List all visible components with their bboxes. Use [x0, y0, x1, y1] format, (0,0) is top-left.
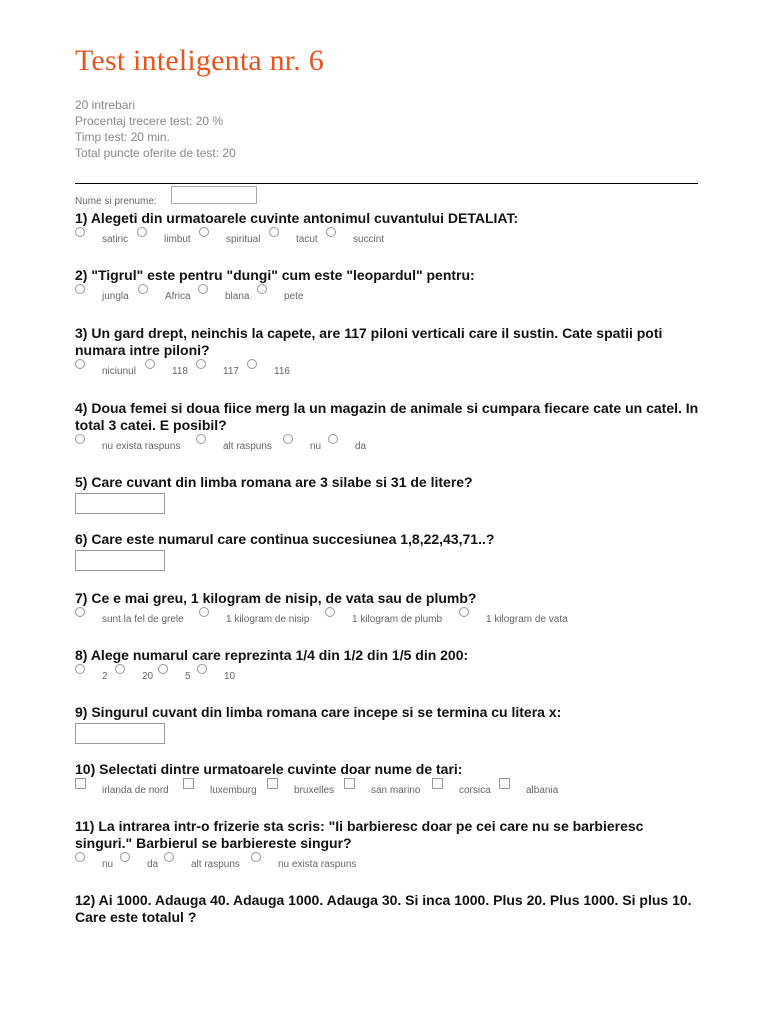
info-time: Timp test: 20 min. [75, 130, 170, 144]
option-label: luxemburg [210, 785, 257, 796]
option-group [75, 284, 700, 304]
checkbox[interactable] [267, 778, 278, 789]
radio-button[interactable] [197, 664, 207, 674]
name-label: Nume si prenume: [75, 196, 157, 207]
option-label: niciunul [102, 366, 136, 377]
radio-button[interactable] [75, 434, 85, 444]
option-label: da [147, 859, 159, 870]
question-12 [75, 892, 700, 926]
option-label: 20 [142, 671, 154, 682]
option-label: alt raspuns [191, 859, 240, 870]
question-1 [75, 210, 700, 247]
radio-button[interactable] [328, 434, 338, 444]
checkbox[interactable] [499, 778, 510, 789]
radio-button[interactable] [459, 607, 469, 617]
question-text: 10) Selectati dintre urmatoarele cuvinte doar nume de tari: [75, 761, 463, 777]
option-label: 116 [274, 366, 290, 377]
page-title: Test inteligenta nr. 6 [75, 44, 324, 77]
question-text: 11) La intrarea intr-o frizerie sta scris: "Ii barbieresc doar pe cei care nu se barbieresc singuri." Barbierul se barbiereste singur? [75, 818, 644, 851]
option-label: 117 [223, 366, 239, 377]
test-info [75, 97, 236, 161]
radio-button[interactable] [75, 284, 85, 294]
radio-button[interactable] [75, 359, 85, 369]
option-group [75, 227, 700, 247]
option-label: tacut [296, 234, 318, 245]
question-text: 1) Alegeti din urmatoarele cuvinte antonimul cuvantului DETALIAT: [75, 210, 519, 226]
question-text: 6) Care este numarul care continua succesiunea 1,8,22,43,71..? [75, 531, 495, 547]
option-label: 2 [102, 671, 108, 682]
question-text: 8) Alege numarul care reprezinta 1/4 din 1/2 din 1/5 din 200: [75, 647, 469, 663]
option-label: sunt la fel de grele [102, 614, 184, 625]
radio-button[interactable] [164, 852, 174, 862]
radio-button[interactable] [198, 284, 208, 294]
question-6 [75, 531, 700, 571]
checkbox[interactable] [183, 778, 194, 789]
question-8 [75, 647, 700, 684]
option-label: satiric [102, 234, 129, 245]
question-4 [75, 400, 700, 454]
question-9 [75, 704, 700, 744]
question-5 [75, 474, 700, 514]
radio-button[interactable] [75, 852, 85, 862]
radio-button[interactable] [120, 852, 130, 862]
radio-button[interactable] [326, 227, 336, 237]
radio-button[interactable] [283, 434, 293, 444]
option-label: jungla [102, 291, 129, 302]
checkbox[interactable] [75, 778, 86, 789]
option-label: pete [284, 291, 304, 302]
radio-button[interactable] [115, 664, 125, 674]
question-text: 3) Un gard drept, neinchis la capete, are 117 piloni verticali care il sustin. Cate spatii poti numara intre piloni? [75, 325, 663, 358]
question-text: 12) Ai 1000. Adauga 40. Adauga 1000. Adauga 30. Si inca 1000. Plus 20. Plus 1000. Si plus 10. Care este totalul ? [75, 892, 692, 925]
option-group [75, 852, 700, 872]
radio-button[interactable] [251, 852, 261, 862]
name-input[interactable] [171, 186, 257, 204]
question-2 [75, 267, 700, 304]
option-label: 5 [185, 671, 191, 682]
option-group [75, 359, 700, 379]
radio-button[interactable] [257, 284, 267, 294]
question-10 [75, 761, 700, 798]
info-total-points: Total puncte oferite de test: 20 [75, 146, 236, 160]
radio-button[interactable] [325, 607, 335, 617]
divider [75, 183, 698, 184]
option-label: nu exista raspuns [278, 859, 357, 870]
answer-input[interactable] [75, 550, 165, 571]
option-label: limbut [164, 234, 191, 245]
option-label: succint [353, 234, 385, 245]
radio-button[interactable] [158, 664, 168, 674]
option-label: corsica [459, 785, 491, 796]
option-label: spiritual [226, 234, 261, 245]
info-pass-percentage: Procentaj trecere test: 20 % [75, 114, 224, 128]
option-label: 1 kilogram de vata [486, 614, 568, 625]
radio-button[interactable] [145, 359, 155, 369]
option-label: irlanda de nord [102, 785, 169, 796]
option-label: nu [310, 441, 322, 452]
info-question-count: 20 intrebari [75, 98, 136, 112]
option-label: nu [102, 859, 114, 870]
option-label: 1 kilogram de nisip [226, 614, 310, 625]
option-group [75, 664, 700, 684]
radio-button[interactable] [269, 227, 279, 237]
option-label: 10 [224, 671, 236, 682]
answer-input[interactable] [75, 723, 165, 744]
question-text: 7) Ce e mai greu, 1 kilogram de nisip, de vata sau de plumb? [75, 590, 477, 606]
question-text: 9) Singurul cuvant din limba romana care incepe si se termina cu litera x: [75, 704, 562, 720]
question-7 [75, 590, 700, 627]
option-label: blana [225, 291, 250, 302]
option-label: 1 kilogram de plumb [352, 614, 443, 625]
radio-button[interactable] [199, 227, 209, 237]
option-label: 118 [172, 366, 188, 377]
question-11 [75, 818, 700, 872]
radio-button[interactable] [199, 607, 209, 617]
option-group [75, 607, 700, 627]
checkbox[interactable] [344, 778, 355, 789]
option-label: Africa [165, 291, 191, 302]
radio-button[interactable] [137, 227, 147, 237]
option-label: albania [526, 785, 559, 796]
question-3 [75, 325, 700, 379]
radio-button[interactable] [196, 434, 206, 444]
radio-button[interactable] [75, 664, 85, 674]
question-text: 2) "Tigrul" este pentru "dungi" cum este "leopardul" pentru: [75, 267, 475, 283]
question-text: 4) Doua femei si doua fiice merg la un magazin de animale si cumpara fiecare cate un catel. In total 3 catei. E posibil? [75, 400, 699, 433]
option-label: san marino [371, 785, 421, 796]
option-group [75, 434, 700, 454]
answer-input[interactable] [75, 493, 165, 514]
option-label: nu exista raspuns [102, 441, 181, 452]
option-label: alt raspuns [223, 441, 272, 452]
radio-button[interactable] [75, 607, 85, 617]
option-label: da [355, 441, 367, 452]
question-text: 5) Care cuvant din limba romana are 3 silabe si 31 de litere? [75, 474, 473, 490]
option-label: bruxelles [294, 785, 335, 796]
checkbox[interactable] [432, 778, 443, 789]
radio-button[interactable] [138, 284, 148, 294]
option-group [75, 778, 700, 798]
radio-button[interactable] [75, 227, 85, 237]
radio-button[interactable] [247, 359, 257, 369]
radio-button[interactable] [196, 359, 206, 369]
